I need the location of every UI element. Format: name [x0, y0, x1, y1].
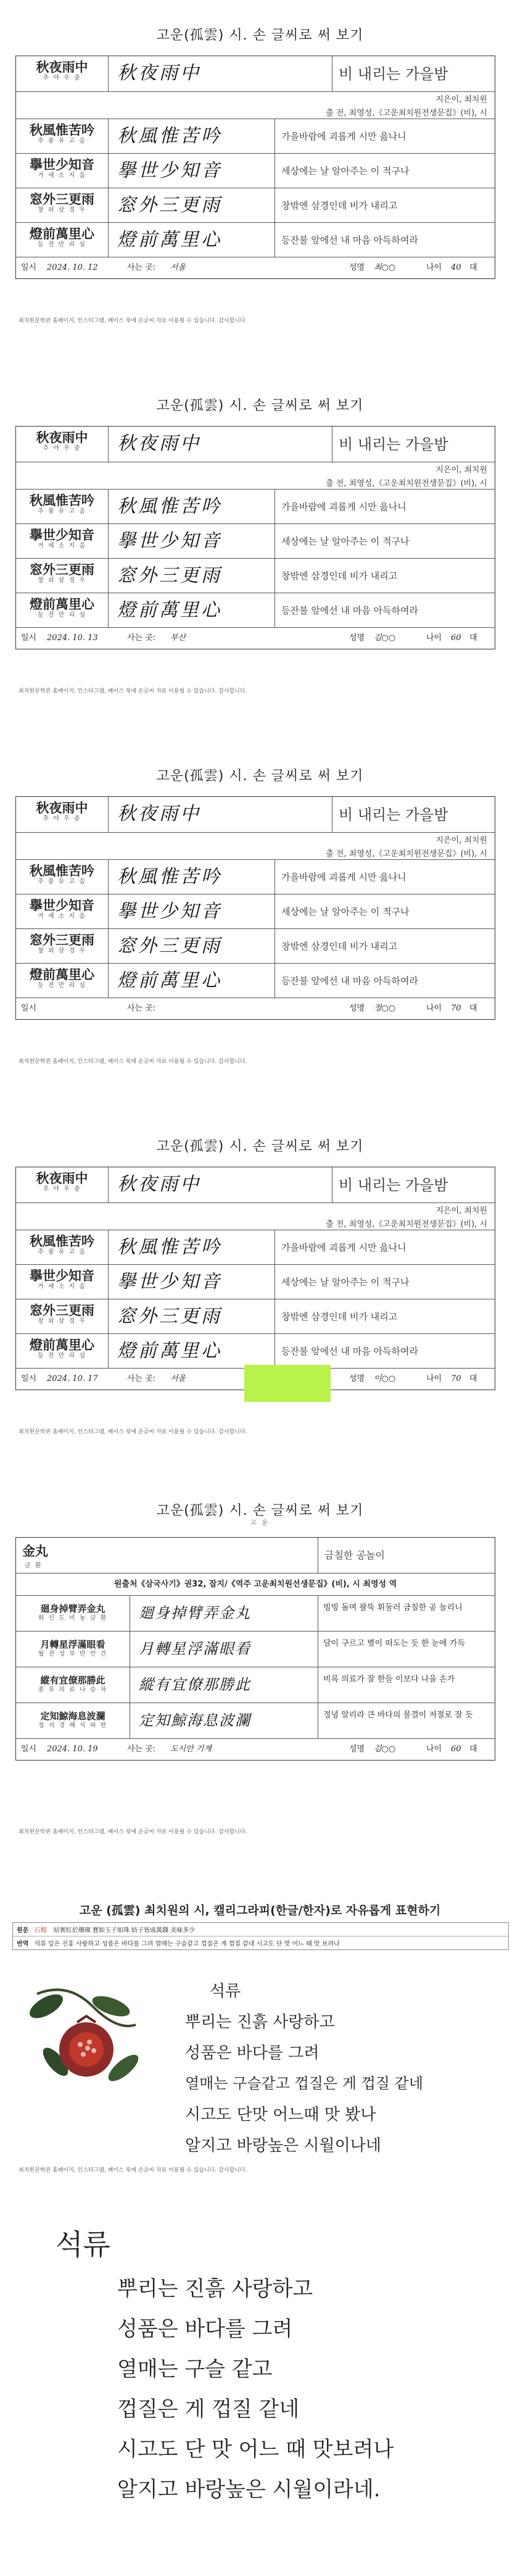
poem-title-ruby: 추 야 우 중: [43, 815, 81, 822]
credit-author: 지은이, 최치원: [435, 465, 487, 475]
poem-line-kor: 달이 구르고 별이 떠도는 듯 한 눈에 가득: [323, 1639, 465, 1648]
poem-line-han: 燈前萬里心: [30, 1337, 94, 1353]
redaction-highlight: [244, 1365, 331, 1402]
poem-line-han: 窓外三更雨: [30, 1303, 94, 1318]
poem-title-ruby: 금 환: [25, 1562, 43, 1569]
poem-line-kor: 세상에는 날 알아주는 이 적구나: [281, 1277, 410, 1288]
poem-line-han: 秋風惟苦吟: [30, 1233, 94, 1249]
poem-line-han: 燈前萬里心: [30, 967, 94, 982]
handwritten-line: 燈前萬里心: [109, 223, 275, 257]
usage-note: 최치원문학관 홈페이지, 인스타그램, 페이스 북에 손글씨 자료 이용될 수 있습니다. 감사합니다.: [19, 318, 247, 324]
footer-row: [16, 257, 495, 278]
poem-line-kor: 등잔불 앞에선 내 마음 아득하여라: [281, 975, 418, 986]
poem-line-han: 擧世少知音: [30, 157, 94, 172]
poem-line-han: 擧世少知音: [30, 898, 94, 913]
translation-text: 석류 잎은 진홍 사랑하고 성품은 바다를 그려 열매는 구슬같고 껍질은 게 껍질 같네 시고도 단 맛 어느 때 맛 보려나: [34, 1941, 340, 1948]
original-title: 石榴: [34, 1927, 47, 1934]
poem-line-ruby: 추 풍 유 고 음: [37, 878, 86, 885]
writer-value: 최○○: [374, 263, 396, 272]
poem-line-kor: 비록 의료가 잘 한들 이보다 나을 손가: [323, 1675, 455, 1684]
credit-source: 출 전, 최영성,《고운최치원전생문집》(비), 시: [326, 1220, 487, 1229]
usage-note: 최치원문학관 홈페이지, 인스타그램, 페이스 북에 손글씨 자료 이용될 수 있습니다. 감사합니다.: [19, 1429, 247, 1435]
handwritten-line: 窓外三更雨: [109, 1299, 275, 1333]
big-poem-title: 석류: [56, 2228, 110, 2261]
poem-line-ruby: 거 세 소 지 음: [37, 172, 86, 179]
poem-line-ruby: 추 풍 유 고 음: [37, 508, 86, 515]
place-value: 도시안 기계: [170, 1744, 212, 1754]
poem-line-kor: 창밖엔 삼경인데 비가 내리고: [281, 1311, 398, 1322]
handwritten-line: 秋風惟苦吟: [109, 1230, 275, 1264]
handwritten-line: 窓外三更雨: [109, 559, 275, 593]
poem-title-han: 金丸: [22, 1543, 48, 1559]
place-value: 서울: [170, 1374, 186, 1383]
handwritten-line: 燈前萬里心: [109, 964, 275, 998]
age-unit: 대: [469, 633, 477, 643]
small-poem-line: 시고도 단맛 어느때 맛 봤나: [185, 2106, 376, 2124]
handwritten-line: 擧世少知音: [109, 1265, 275, 1299]
usage-note: 최치원문학관 홈페이지, 인스타그램, 페이스 북에 손글씨 자료 이용될 수 있습니다. 감사합니다.: [19, 1829, 247, 1835]
poem-title-han: 秋夜雨中: [36, 800, 88, 815]
small-poem-line: 석류: [210, 1982, 241, 2001]
worksheet-grid: [15, 1537, 495, 1761]
poem-line-ruby: 종 유 의 료 나 승 차: [38, 1686, 108, 1693]
place-value: 서울: [170, 263, 186, 272]
credit-cell: [16, 92, 495, 119]
original-label: 원문: [17, 1927, 29, 1934]
handwritten-line: 秋風惟苦吟: [109, 119, 275, 153]
big-poem-line: 껍질은 게 껍질 같네: [117, 2397, 300, 2422]
big-poem-line: 뿌리는 진흙 사랑하고: [117, 2277, 313, 2301]
place-label: 사는 곳:: [127, 263, 156, 272]
worksheet-grid: [15, 1167, 495, 1390]
poem-line-kor: 창밖엔 삼경인데 비가 내리고: [281, 941, 398, 952]
credit-source: 출 전, 최영성,《고운최치원전생문집》(비), 시: [326, 479, 487, 488]
poem-title-ruby: 추 야 우 중: [43, 445, 81, 452]
poem-line-ruby: 등 전 만 리 심: [37, 982, 86, 989]
handwritten-line: 定知鯨海息波瀾: [130, 1703, 318, 1738]
writer-label: 성명: [349, 633, 365, 643]
poem-line-ruby: 창 외 삼 경 우: [37, 948, 86, 954]
poem-line-kor: 세상에는 날 알아주는 이 적구나: [281, 536, 410, 547]
poem-line-han: 窓外三更雨: [30, 932, 94, 948]
date-value: 2024. 10. 19: [47, 1744, 98, 1754]
age-label: 나이: [426, 1374, 442, 1383]
poem-line-kor: 가을바람에 괴롭게 시만 읊나니: [281, 501, 407, 512]
age-label: 나이: [426, 1004, 442, 1013]
poem-line-han: 窓外三更雨: [30, 562, 94, 577]
worksheet-1: [0, 25, 520, 346]
usage-note: 최치원문학관 홈페이지, 인스타그램, 페이스 북에 손글씨 자료 이용될 수 있습니다. 감사합니다.: [19, 2167, 247, 2174]
poem-line-han: 縱有宜僚那勝此: [40, 1675, 105, 1686]
big-poem-line: 시고도 단 맛 어느 때 맛보려나: [117, 2437, 394, 2462]
age-value: 60: [451, 633, 461, 643]
worksheet-2: [0, 395, 520, 716]
writer-label: 성명: [349, 263, 365, 272]
credit-author: 지은이, 최치원: [435, 95, 487, 104]
handwritten-title: 秋夜雨中: [109, 56, 332, 91]
poem-line-ruby: 거 세 소 지 음: [37, 913, 86, 920]
original-box: [12, 1922, 509, 1950]
poem-line-han: 廻身掉臂弄金丸: [40, 1603, 105, 1614]
poem-title-kor: 비 내리는 가을밤: [339, 65, 448, 83]
poem-line-han: 擧世少知音: [30, 527, 94, 543]
poem-line-ruby: 창 외 삼 경 우: [37, 577, 86, 584]
writer-value: 김○○: [374, 633, 396, 643]
poem-line-han: 擧世少知音: [30, 1268, 94, 1283]
handwritten-line: 燈前萬里心: [109, 1334, 275, 1368]
sheet-title: 고운(孤雲) 시. 손 글씨로 써 보기: [156, 398, 364, 414]
big-poem-line: 열매는 구슬 같고: [117, 2357, 273, 2382]
worksheet-grid: [15, 426, 495, 649]
poem-title-kor: 비 내리는 가을밤: [339, 1177, 448, 1194]
sheet-title: 고운(孤雲) 시. 손 글씨로 써 보기: [156, 28, 364, 43]
poem-title-kor: 비 내리는 가을밤: [339, 806, 448, 823]
writer-label: 성명: [349, 1374, 365, 1383]
poem-line-kor: 정녕 알리라 큰 바다의 물결이 저절로 잘 듯: [323, 1711, 473, 1720]
small-poem-line: 뿌리는 진흙 사랑하고: [185, 2013, 335, 2032]
date-label: 일시: [21, 1004, 37, 1013]
poem-line-ruby: 창 외 삼 경 우: [37, 1318, 86, 1325]
handwritten-title: 秋夜雨中: [109, 427, 332, 462]
writer-value: 김○○: [374, 1744, 396, 1754]
poem-line-kor: 등잔불 앞에선 내 마음 아득하여라: [281, 235, 418, 246]
poem-line-kor: 창밖엔 삼경인데 비가 내리고: [281, 570, 398, 581]
usage-note: 최치원문학관 홈페이지, 인스타그램, 페이스 북에 손글씨 자료 이용될 수 있습니다. 감사합니다.: [19, 1059, 247, 1065]
place-label: 사는 곳:: [127, 633, 156, 643]
usage-note: 최치원문학관 홈페이지, 인스타그램, 페이스 북에 손글씨 자료 이용될 수 있습니다. 감사합니다.: [19, 688, 247, 694]
poem-line-han: 秋風惟苦吟: [30, 863, 94, 878]
age-unit: 대: [469, 1744, 477, 1754]
date-label: 일시: [21, 263, 37, 272]
writer-value: 정○○: [374, 1004, 396, 1013]
age-unit: 대: [469, 263, 477, 272]
age-unit: 대: [469, 1004, 477, 1013]
worksheet-3: [0, 765, 520, 1086]
handwritten-line: 秋風惟苦吟: [109, 490, 275, 523]
poem-line-ruby: 등 전 만 리 심: [37, 1353, 86, 1359]
source-line: 원출처《삼국사기》권32, 잡지/《역주 고운최치원선생문집》(비), 시 최영성 역: [113, 1580, 397, 1589]
poem-line-han: 窓外三更雨: [30, 191, 94, 207]
handwritten-line: 窓外三更雨: [109, 929, 275, 963]
handwritten-line: 擧世少知音: [109, 524, 275, 558]
footer-row: [16, 628, 495, 649]
poem-line-ruby: 추 풍 유 고 음: [37, 1249, 86, 1256]
original-text: 結實紅於珊瑚 寶如玉子如珠 結子皆成萬錢 美味多少: [53, 1927, 196, 1934]
poem-line-kor: 세상에는 날 알아주는 이 적구나: [281, 165, 410, 177]
place-label: 사는 곳:: [127, 1374, 156, 1383]
poem-line-kor: 등잔불 앞에선 내 마음 아득하여라: [281, 605, 418, 616]
handwritten-line: 擧世少知音: [109, 894, 275, 928]
worksheet-grid: [15, 56, 495, 279]
worksheet-5: [0, 1500, 520, 1846]
date-label: 일시: [21, 1744, 37, 1754]
handwritten-line: 秋風惟苦吟: [109, 860, 275, 894]
poem-line-kor: 가을바람에 괴롭게 시만 읊나니: [281, 1242, 407, 1253]
footer-row: [16, 1739, 495, 1760]
poem-line-ruby: 추 풍 유 고 음: [37, 138, 86, 144]
poem-line-ruby: 월 전 성 부 만 안 간: [38, 1651, 108, 1657]
sheet-title: 고운(孤雲) 시. 손 글씨로 써 보기: [156, 769, 364, 784]
poem-line-kor: 가을바람에 괴롭게 시만 읊나니: [281, 872, 407, 883]
age-value: 40: [451, 263, 461, 272]
poem-line-ruby: 거 세 소 지 음: [37, 543, 86, 549]
sheet-subtitle: 고 운: [250, 1520, 270, 1527]
writer-value: 이○○: [374, 1374, 396, 1383]
sheet-title: 고운(孤雲) 시. 손 글씨로 써 보기: [156, 1503, 364, 1519]
poem-line-ruby: 창 외 삼 경 우: [37, 207, 86, 214]
poem-line-han: 秋風惟苦吟: [30, 493, 94, 508]
handwritten-title: 秋夜雨中: [109, 1167, 332, 1203]
poem-line-han: 月轉星浮滿眼看: [40, 1639, 105, 1650]
poem-line-kor: 창밖엔 삼경인데 비가 내리고: [281, 200, 398, 211]
place-value: 부산: [170, 633, 186, 643]
small-poem-line: 열매는 구슬같고 껍질은 게 껍질 같네: [185, 2075, 423, 2092]
handwritten-line: 燈前萬里心: [109, 593, 275, 627]
poem-title-cell: [16, 56, 109, 91]
poem-line-han: 燈前萬里心: [30, 596, 94, 612]
handwritten-line: 月轉星浮滿眼看: [130, 1632, 318, 1667]
date-label: 일시: [21, 1374, 37, 1383]
pomegranate-painting: [19, 1969, 154, 2111]
worksheet-4: [0, 1136, 520, 1457]
credit-source: 출 전, 최영성,《고운최치원전생문집》(비), 시: [326, 109, 487, 118]
poem-title-han: 秋夜雨中: [36, 430, 88, 445]
poem-line-han: 秋風惟苦吟: [30, 122, 94, 138]
footer-row: [16, 1369, 495, 1390]
writer-label: 성명: [349, 1744, 365, 1754]
worksheet-grid: [15, 796, 495, 1020]
handwritten-title: 秋夜雨中: [109, 797, 332, 832]
age-unit: 대: [469, 1374, 477, 1383]
date-label: 일시: [21, 633, 37, 643]
age-value: 70: [451, 1374, 461, 1383]
credit-author: 지은이, 최치원: [435, 1206, 487, 1215]
poem-line-han: 定知鯨海息波瀾: [40, 1711, 105, 1722]
poem-line-ruby: 등 전 만 리 심: [37, 241, 86, 248]
poem-line-kor: 가을바람에 괴롭게 시만 읊나니: [281, 131, 407, 142]
poem-title-kor: 비 내리는 가을밤: [339, 436, 448, 453]
place-label: 사는 곳:: [127, 1004, 156, 1013]
credit-author: 지은이, 최치원: [435, 836, 487, 845]
age-label: 나이: [426, 263, 442, 272]
handwritten-line: 廻身掉臂弄金丸: [130, 1596, 318, 1631]
writer-label: 성명: [349, 1004, 365, 1013]
poem-title-han: 秋夜雨中: [36, 1170, 88, 1186]
age-label: 나이: [426, 1744, 442, 1754]
small-poem-line: 성품은 바다를 그려: [185, 2044, 320, 2062]
poem-line-ruby: 거 세 소 지 음: [37, 1283, 86, 1290]
date-value: 2024. 10. 12: [47, 263, 98, 272]
poem-line-ruby: 등 전 만 리 심: [37, 612, 86, 619]
small-poem-line: 알지고 바랑높은 시월이나네: [185, 2136, 381, 2155]
date-value: 2024. 10. 17: [47, 1374, 98, 1383]
worksheet-6: [0, 1901, 520, 2568]
place-label: 사는 곳:: [127, 1744, 156, 1754]
handwritten-line: 窓外三更雨: [109, 188, 275, 222]
sheet-title: 고운(孤雲) 시. 손 글씨로 써 보기: [156, 1139, 364, 1154]
poem-title-ruby: 추 야 우 중: [43, 1186, 81, 1193]
poem-line-kor: 등잔불 앞에선 내 마음 아득하여라: [281, 1346, 418, 1357]
handwritten-line: 縱有宜僚那勝此: [130, 1667, 318, 1703]
handwritten-line: 擧世少知音: [109, 154, 275, 188]
footer-row: [16, 998, 495, 1019]
poem-line-han: 燈前萬里心: [30, 226, 94, 241]
big-poem-line: 알지고 바랑높은 시월이라네.: [117, 2477, 381, 2502]
age-value: 70: [451, 1004, 461, 1013]
poem-title-han: 秋夜雨中: [36, 59, 88, 75]
translation-label: 번역: [17, 1941, 29, 1948]
age-value: 60: [451, 1744, 461, 1754]
poem-title-ruby: 추 야 우 중: [43, 75, 81, 81]
big-poem-line: 성품은 바다를 그려: [117, 2317, 293, 2341]
date-value: 2024. 10. 13: [47, 633, 98, 643]
poem-line-ruby: 정 지 경 해 식 파 란: [38, 1722, 108, 1729]
poem-line-kor: 세상에는 날 알아주는 이 적구나: [281, 906, 410, 917]
age-label: 나이: [426, 633, 442, 643]
poem-line-kor: 빙빙 돌며 팔뚝 휘둘러 금칠한 공 놀리니: [323, 1603, 463, 1612]
credit-source: 출 전, 최영성,《고운최치원전생문집》(비), 시: [326, 849, 487, 859]
poem-line-ruby: 회 신 도 비 농 금 환: [38, 1615, 108, 1622]
sheet-title: 고운 (孤雲) 최치원의 시, 캘리그라피(한글/한자)로 자유롭게 표현하기: [79, 1904, 441, 1917]
poem-title-kor: 금칠한 공놀이: [324, 1549, 385, 1561]
